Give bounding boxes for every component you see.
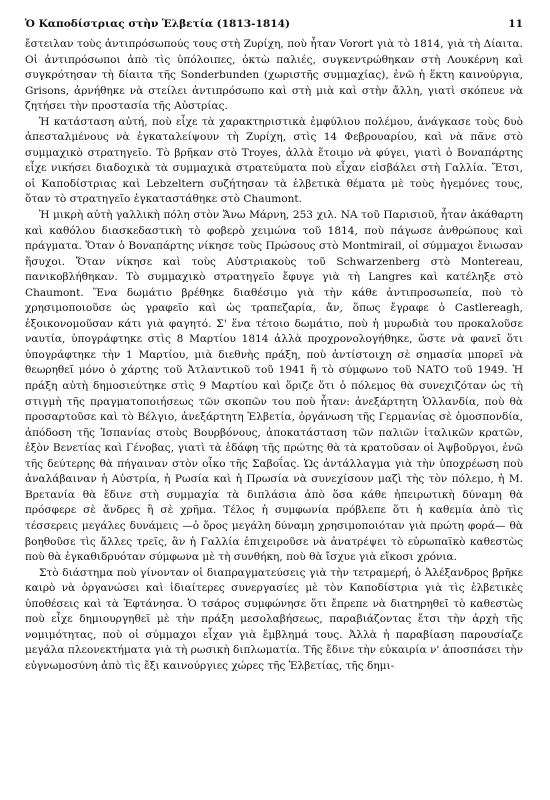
body-text [25,37,523,674]
page-header [25,18,523,33]
paragraph-4: Στὸ διάστημα ποὺ γίνονταν οἱ διαπραγματεύσεις γιὰ τὴν τετραμερή, ὁ Ἀλέξανδρος βρῆκε καιρὸ νὰ ὀργανώσει καὶ ἰδιαίτερες συνεργασίες μὲ τὸν Καποδίστρια γιὰ τὶς ἑλβετικὲς ὑποθέσεις καὶ τὰ Ἑφτάνησα. Ὁ τσάρος συμφώνησε ὅτι ἔπρεπε νὰ διατηρηθεῖ τὸ καθεστὼς ποὺ εἶχε δημιουργηθεῖ μὲ τὴν πράξη μεσολαβήσεως, παραβιάζοντας ἔτσι τὴν ἀρχὴ τῆς νομιμότητας, ποὺ οἱ σύμμαχοι εἶχαν γιὰ ἔμβλημά τους. Ἀλλὰ ἡ παραβίαση παρουσίαζε μεγάλα πλεονεκτήματα γιὰ τὴ ρωσικὴ διπλωματία. Τῆς ἔδινε τὴν εὐκαιρία ν' ἀποσπάσει τὴν εὐγνωμοσύνη ἀπὸ τὶς ἔξι καινούργιες χώρες τῆς Ἑλβετίας, τῆς δημι- [25,566,524,672]
paragraph-1: ἔστειλαν τοὺς ἀντιπρόσωπούς τους στὴ Ζυρίχη, ποὺ ἦταν Vorort γιὰ τὸ 1814, γιὰ τὴ Δίαιτα. Οἱ ἀντιπρόσωποι ἀπὸ τὶς ὑπόλοιπες, ὀκτὼ παλιές, συγκεντρώθηκαν στὴ Λουκέρνη καὶ συγκρότησαν τὴ δίαιτα τῆς Sonderbunden (χωριστῆς συμμαχίας), ἐνῶ ἡ ἕκτη καινούργια, Grisons, ἀρνήθηκε νὰ στείλει ἀντιπρόσωπο καὶ στὴ μιὰ καὶ στὴν ἄλλη, γιατὶ σκόπευε νὰ ζητήσει τὴν προστασία τῆς Αὐστρίας. [25,38,523,113]
paragraph-3: Ἡ μικρὴ αὐτὴ γαλλικὴ πόλη στὸν Ἄνω Μάρνη, 253 χιλ. ΝΑ τοῦ Παρισιοῦ, ἦταν ἀκάθαρτη καὶ καθόλου διασκεδαστικὴ τὸ φοβερὸ χειμώνα τοῦ 1814, ποὺ πάγωσε ἀνθρώπους καὶ πράγματα. Ὅταν ὁ Βοναπάρτης νίκησε τοὺς Πρώσους στὸ Montmirail, οἱ σύμμαχοι ἔνιωσαν ἥσυχοι. Ὅταν νίκησε καὶ τοὺς Αὐστριακοὺς τοῦ Schwarzenberg στὸ Montereau, πανικοβλήθηκαν. Τὸ συμμαχικὸ στρατηγεῖο ἔφυγε γιὰ τὴ Langres καὶ κατέληξε στὸ Chaumont. Ἕνα δωμάτιο βρέθηκε διαθέσιμο γιὰ τὴν κάθε ἀντιπροσωπεία, ποὺ τὸ χρησιμοποιοῦσε ὡς γραφεῖο καὶ ὡς τραπεζαρία, ἄν, ὅπως ἔγραφε ὁ Castlereagh, ἐξοικονομοῦσαν κάτι γιὰ φαγητό. Σ' ἕνα τέτοιο δωμάτιο, ποὺ ἡ μυρωδιὰ του προκαλοῦσε ναυτία, ὑπογράφτηκε στὶς 8 Μαρτίου 1814 ἀλλὰ προχρονολογήθηκε, ὥστε νὰ φανεῖ ὅτι ὑπογράφτηκε τὴν 1 Μαρτίου, μιὰ διεθνὴς πράξη, ποὺ ἀντίστοιχη σὲ σημασία μπορεῖ νὰ θεωρηθεῖ μόνο ὁ χάρτης τοῦ Ἀτλαντικοῦ τοῦ 1941 ἢ τὸ σύμφωνο τοῦ ΝΑΤΟ τοῦ 1949. Ἡ πράξη αὐτὴ δημοσιεύτηκε στὶς 9 Μαρτίου καὶ ὅριζε ὅτι ὁ πόλεμος θὰ συνεχιζόταν ὡς τὴ στιγμὴ τῆς πραγματοποιήσεως τῶν σκοπῶν του ποὺ ἦταν: ἀνεξάρτητη Ὁλλανδία, ποὺ θὰ προσαρτοῦσε καὶ τὸ Βέλγιο, ἀνεξάρτητη Ἑλβετία, ὀργάνωση τῆς Γερμανίας σὲ ὁμοσπονδία, ἀπόδοση τῆς Ἱσπανίας στοὺς Βουρβόνους, ἀποκατάσταση τῶν παλιῶν ἰταλικῶν κρατῶν, ἐξὸν Βενετίας καὶ Γένοβας, γιατὶ τὰ ἐδάφη τῆς πρώτης θὰ τὰ κρατοῦσαν οἱ Ἀψβοῦργοι, ἐνῶ τῆς δεύτερης θὰ πήγαιναν στὸν οἶκο τῆς Σαβοΐας. Ὡς ἀντάλλαγμα γιὰ τὴν ὑποχρέωση ποὺ ἀναλάβαιναν ἡ Αὐστρία, ἡ Ρωσία καὶ ἡ Πρωσία νὰ συνεχίσουν μαζὶ τὴς τὸν πόλεμο, ἡ Μ. Βρετανία θὰ ἔδινε στὴ συμμαχία τὰ διπλάσια ἀπὸ ὅσα κάθε ἠπειρωτικὴ δύναμη θὰ πρόσφερε σὲ ἄνδρες ἢ σὲ χρῆμα. Τέλος ἡ συμφωνία πρόβλεπε ὅτι ἡ καθεμία ἀπὸ τὶς τέσσερεις μεγάλες δυνάμεις —ὁ ὅρος μεγάλη δύναμη χρησιμοποιόταν γιὰ πρώτη φορά— θὰ βοηθοῦσε τὶς ἄλλες τρεῖς, ἂν ἡ Γαλλία ἐπιχειροῦσε νὰ ἀνατρέψει τὸ εὐρωπαϊκὸ καθεστὼς ποὺ θὰ ἐγκαθιδρυόταν σύμφωνα μὲ τὴ συνθήκη, ποὺ θὰ ἴσχυε γιὰ εἴκοσι χρόνια. [25,209,523,564]
page-number: 11 [508,18,523,30]
paragraph-2: Ἡ κατάσταση αὐτή, ποὺ εἶχε τὰ χαρακτηριστικὰ ἐμφύλιου πολέμου, ἀνάγκασε τοὺς δυὸ ἀπεσταλμένους νὰ ἐγκαταλείψουν τὴ Ζυρίχη, στὶς 14 Φεβρουαρίου, καὶ νὰ πᾶνε στὸ συμμαχικὸ στρατηγεῖο. Τὸ βρῆκαν στὸ Troyes, ἀλλὰ ἕτοιμο νὰ φύγει, γιατὶ ὁ Βοναπάρτης εἶχε νικήσει διαδοχικὰ τὰ συμμαχικὰ στρατεύματα ποὺ εἶχαν εἰσβάλει στὴ Γαλλία. Ἔτσι, οἱ Καποδίστριας καὶ Lebzeltern συζήτησαν τὰ ἑλβετικὰ θέματα μὲ τοὺς ἡγεμόνες τους, ὅταν τὸ στρατηγεῖο ἐγκαταστάθηκε στὸ Chaumont. [25,115,523,206]
running-title: Ὁ Καποδίστριας στὴν Ἑλβετία (1813-1814) [25,18,291,30]
